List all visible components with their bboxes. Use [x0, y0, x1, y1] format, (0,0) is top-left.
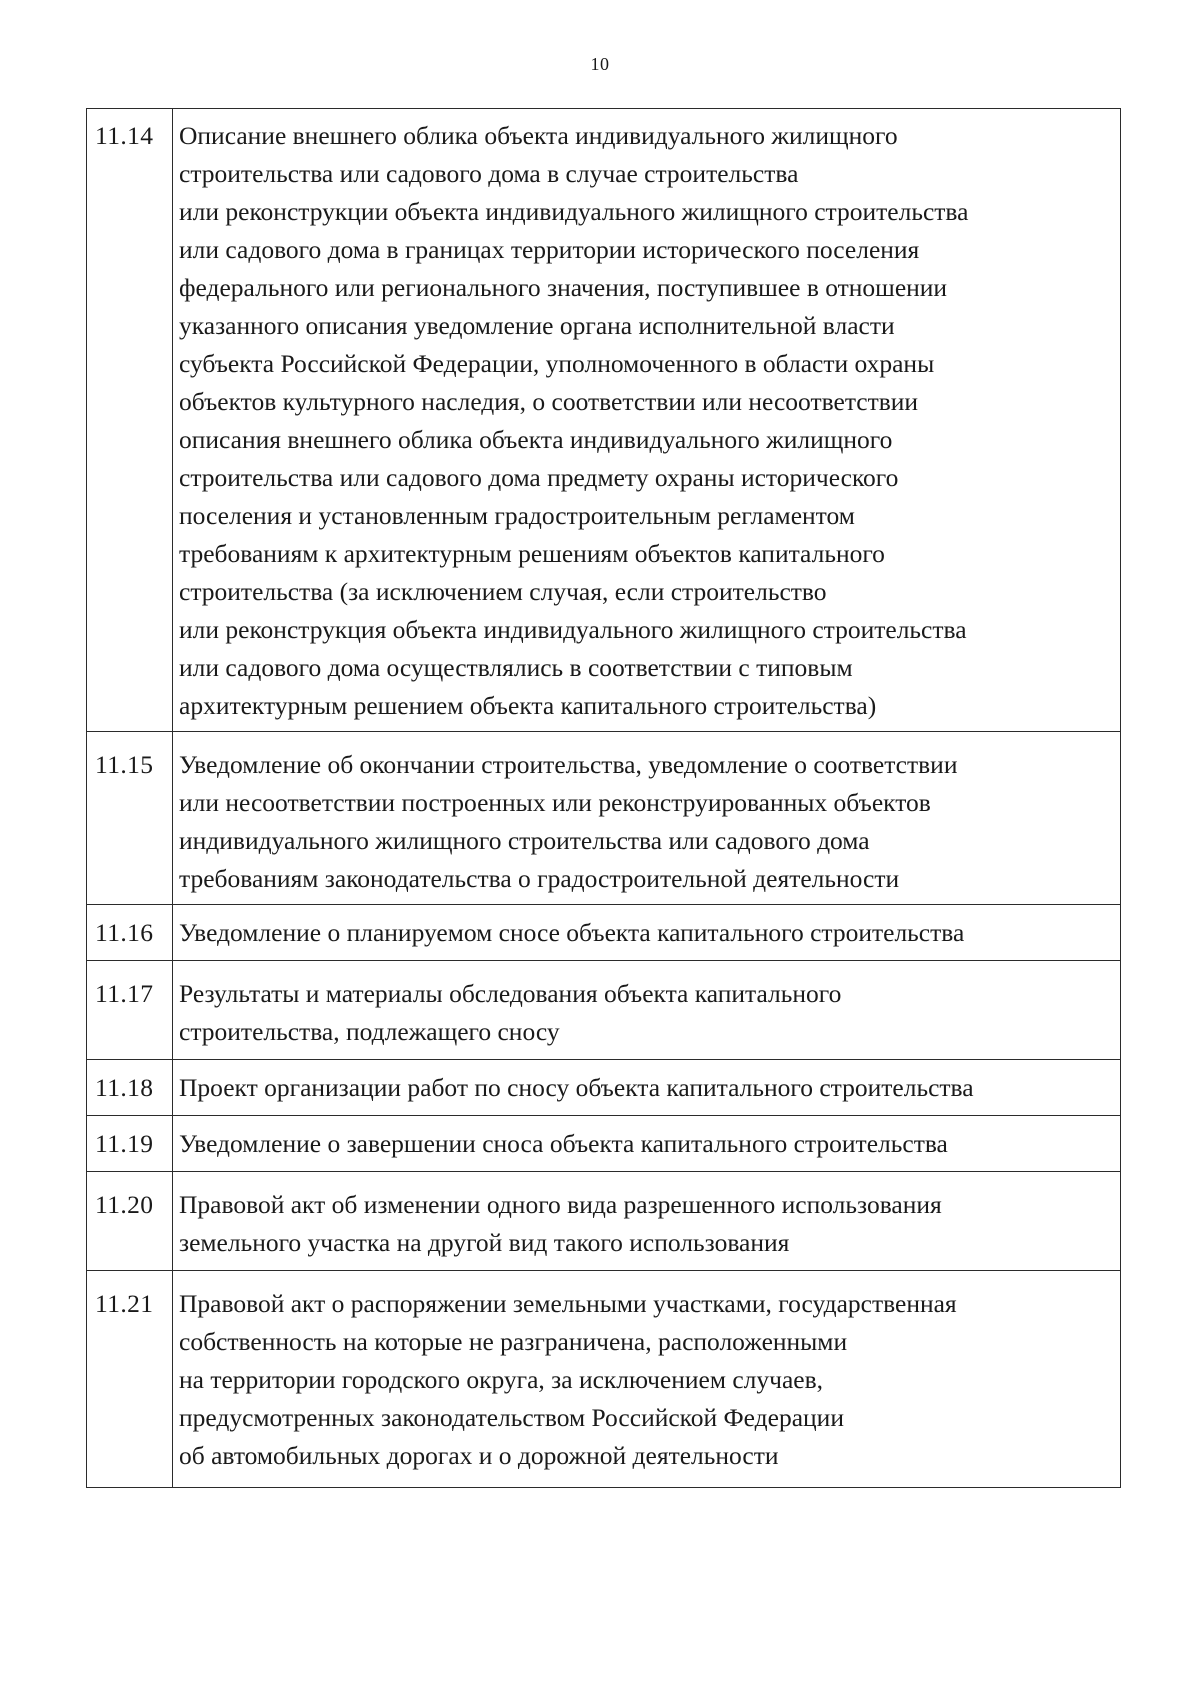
item-description — [173, 961, 1121, 1060]
item-number: 11.17 — [87, 961, 173, 1060]
description-line: требованиям законодательства о градостроительной деятельности — [179, 864, 900, 893]
description-line: федерального или регионального значения, поступившее в отношении — [179, 273, 948, 302]
description-line: субъекта Российской Федерации, уполномоченного в области охраны — [179, 349, 935, 378]
table-row — [87, 732, 1121, 905]
item-description — [173, 1172, 1121, 1271]
item-description — [173, 1116, 1121, 1172]
description-line: строительства или садового дома в случае строительства — [179, 159, 799, 188]
description-line: Правовой акт об изменении одного вида разрешенного использования — [179, 1190, 942, 1219]
description-line: строительства или садового дома предмету охраны исторического — [179, 463, 899, 492]
item-number: 11.16 — [87, 905, 173, 961]
page-number: 10 — [590, 54, 610, 74]
description-line: об автомобильных дорогах и о дорожной деятельности — [179, 1441, 779, 1470]
description-line: земельного участка на другой вид такого использования — [179, 1228, 790, 1257]
table-row — [87, 1271, 1121, 1488]
description-line: требованиям к архитектурным решениям объектов капитального — [179, 539, 885, 568]
description-line: или реконструкции объекта индивидуального жилищного строительства — [179, 197, 969, 226]
item-number: 11.14 — [87, 109, 173, 732]
description-line: поселения и установленным градостроительным регламентом — [179, 501, 855, 530]
description-line: или садового дома в границах территории исторического поселения — [179, 235, 920, 264]
description-line: на территории городского округа, за исключением случаев, — [179, 1365, 824, 1394]
item-description — [173, 732, 1121, 905]
description-line: Уведомление о планируемом сносе объекта капитального строительства — [179, 918, 965, 947]
description-line: предусмотренных законодательством Российской Федерации — [179, 1403, 844, 1432]
table-row — [87, 1172, 1121, 1271]
description-line: Описание внешнего облика объекта индивидуального жилищного — [179, 121, 898, 150]
table-row — [87, 1116, 1121, 1172]
document-table — [86, 108, 1121, 1488]
item-number: 11.21 — [87, 1271, 173, 1488]
description-line: Проект организации работ по сносу объекта капитального строительства — [179, 1073, 974, 1102]
description-line: строительства, подлежащего сносу — [179, 1017, 560, 1046]
description-line: описания внешнего облика объекта индивидуального жилищного — [179, 425, 893, 454]
item-description — [173, 109, 1121, 732]
description-line: индивидуального жилищного строительства или садового дома — [179, 826, 870, 855]
description-line: Правовой акт о распоряжении земельными участками, государственная — [179, 1289, 957, 1318]
item-number: 11.18 — [87, 1060, 173, 1116]
item-description — [173, 1060, 1121, 1116]
item-description — [173, 1271, 1121, 1488]
description-line: архитектурным решением объекта капитального строительства) — [179, 691, 877, 720]
description-line: или реконструкция объекта индивидуального жилищного строительства — [179, 615, 967, 644]
description-line: собственность на которые не разграничена, расположенными — [179, 1327, 848, 1356]
table-row — [87, 109, 1121, 732]
description-line: объектов культурного наследия, о соответствии или несоответствии — [179, 387, 919, 416]
description-line: или садового дома осуществлялись в соответствии с типовым — [179, 653, 853, 682]
description-line: указанного описания уведомление органа исполнительной власти — [179, 311, 895, 340]
table-row — [87, 905, 1121, 961]
description-line: Уведомление об окончании строительства, уведомление о соответствии — [179, 750, 958, 779]
table-row — [87, 1060, 1121, 1116]
description-line: Результаты и материалы обследования объекта капитального — [179, 979, 842, 1008]
item-number: 11.15 — [87, 732, 173, 905]
description-line: строительства (за исключением случая, если строительство — [179, 577, 827, 606]
description-line: или несоответствии построенных или реконструированных объектов — [179, 788, 931, 817]
item-number: 11.19 — [87, 1116, 173, 1172]
item-description — [173, 905, 1121, 961]
description-line: Уведомление о завершении сноса объекта капитального строительства — [179, 1129, 948, 1158]
item-number: 11.20 — [87, 1172, 173, 1271]
table-row — [87, 961, 1121, 1060]
